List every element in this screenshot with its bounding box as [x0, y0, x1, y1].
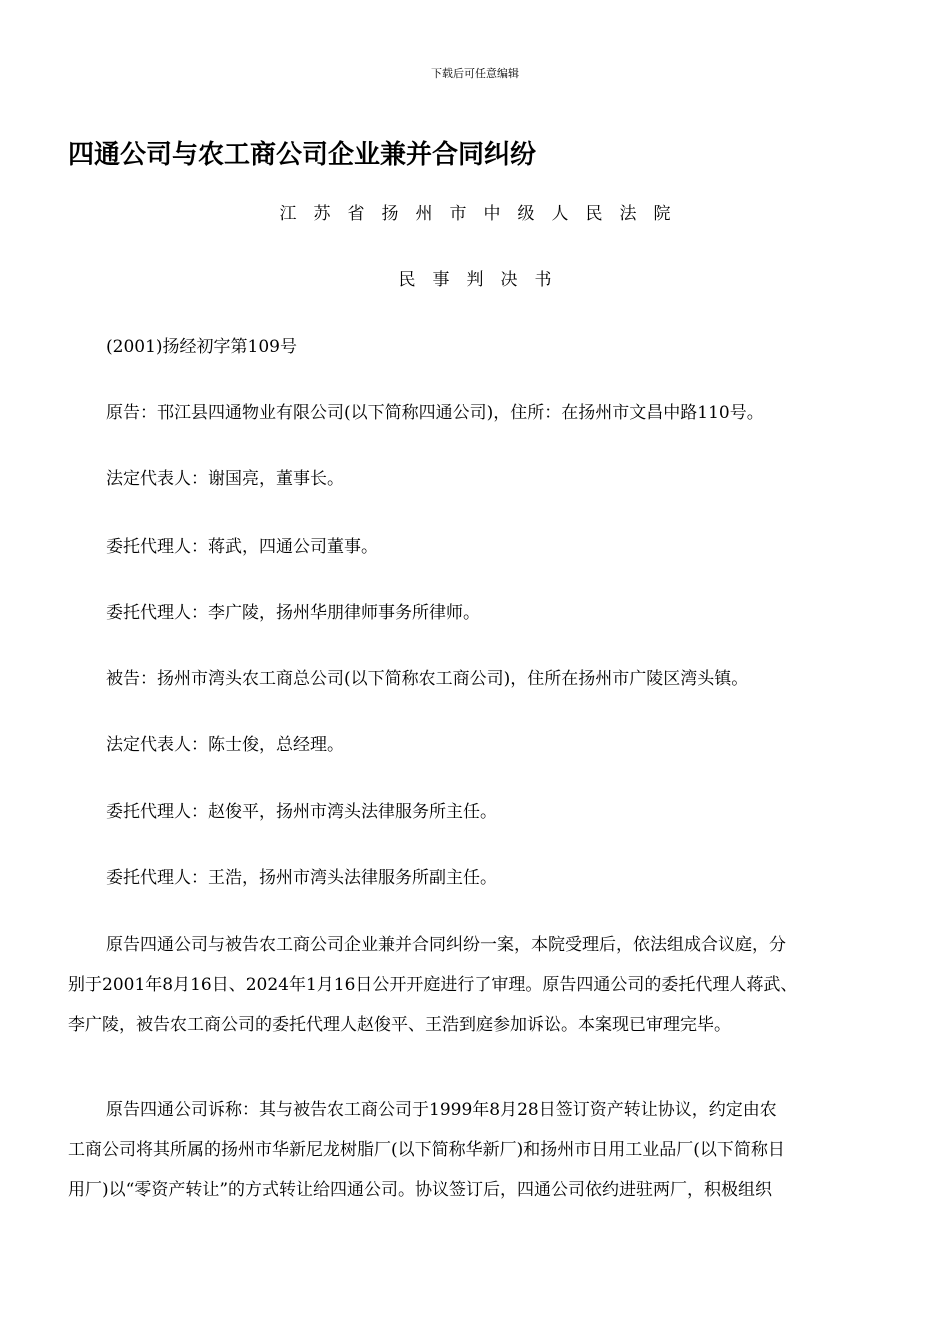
document-type: 民事判决书 [398, 270, 569, 290]
paragraph-line: 原告四通公司与被告农工商公司企业兼并合同纠纷一案，本院受理后，依法组成合议庭，分 [106, 935, 786, 955]
paragraph-line: 用厂)以“零资产转让”的方式转让给四通公司。协议签订后，四通公司依约进驻两厂，积极组织 [68, 1180, 773, 1200]
party-line: 委托代理人：王浩，扬州市湾头法律服务所副主任。 [106, 868, 497, 888]
paragraph-claim [68, 1090, 883, 1210]
paragraph-hearing [68, 925, 883, 1045]
party-line: 委托代理人：李广陵，扬州华朋律师事务所律师。 [106, 603, 480, 623]
party-line: 委托代理人：蒋武，四通公司董事。 [106, 537, 378, 557]
party-line: 被告：扬州市湾头农工商总公司(以下简称农工商公司)，住所在扬州市广陵区湾头镇。 [106, 669, 749, 689]
party-line: 法定代表人：陈士俊，总经理。 [106, 735, 344, 755]
party-line: 原告：邗江县四通物业有限公司(以下简称四通公司)，住所：在扬州市文昌中路110号。 [106, 403, 764, 423]
paragraph-line: 别于2001年8月16日、2024年1月16日公开开庭进行了审理。原告四通公司的委托代理人蒋武、 [68, 975, 798, 995]
party-line: 委托代理人：赵俊平，扬州市湾头法律服务所主任。 [106, 802, 497, 822]
header-note: 下载后可任意编辑 [431, 67, 519, 80]
party-line: 法定代表人：谢国亮，董事长。 [106, 469, 344, 489]
court-name: 江苏省扬州市中级人民法院 [279, 204, 688, 224]
case-number: (2001)扬经初字第109号 [106, 337, 297, 357]
paragraph-line: 工商公司将其所属的扬州市华新尼龙树脂厂(以下简称华新厂)和扬州市日用工业品厂(以下简称日 [68, 1140, 785, 1160]
paragraph-line: 原告四通公司诉称：其与被告农工商公司于1999年8月28日签订资产转让协议，约定由农 [106, 1100, 777, 1120]
document-title: 四通公司与农工商公司企业兼并合同纠纷 [68, 140, 537, 170]
paragraph-line: 李广陵，被告农工商公司的委托代理人赵俊平、王浩到庭参加诉讼。本案现已审理完毕。 [68, 1015, 731, 1035]
